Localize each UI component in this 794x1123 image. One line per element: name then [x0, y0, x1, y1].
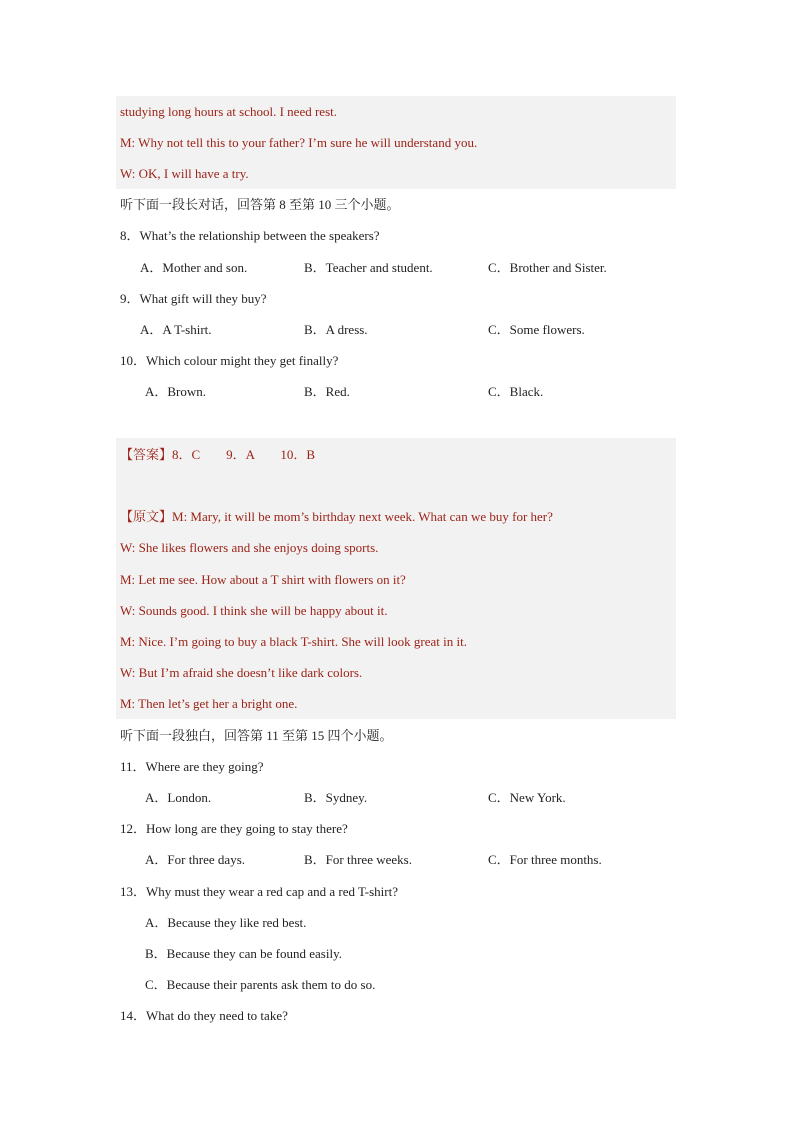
- question-8: 8．What’s the relationship between the speakers?: [120, 228, 380, 243]
- transcript-line: studying long hours at school. I need rest.: [120, 104, 337, 119]
- option-8a: A．Mother and son.: [140, 260, 248, 275]
- question-14: 14．What do they need to take?: [120, 1008, 288, 1023]
- transcript-line: W: She likes flowers and she enjoys doing sports.: [120, 540, 379, 555]
- question-11: 11．Where are they going?: [120, 759, 264, 774]
- transcript-label: 【原文】: [120, 509, 173, 524]
- answer-label: 【答案】: [120, 447, 173, 462]
- option-12b: B．For three weeks.: [304, 852, 412, 867]
- transcript-line: W: Sounds good. I think she will be happy about it.: [120, 603, 388, 618]
- option-8c: C．Brother and Sister.: [488, 260, 607, 275]
- question-12: 12．How long are they going to stay there?: [120, 821, 348, 836]
- option-13c: C．Because their parents ask them to do so.: [145, 977, 376, 992]
- answer-text: 8．C 9．A 10．B: [172, 447, 316, 462]
- option-13b: B．Because they can be found easily.: [145, 946, 342, 961]
- transcript-line: M: Then let’s get her a bright one.: [120, 696, 298, 711]
- question-9: 9．What gift will they buy?: [120, 291, 267, 306]
- option-11a: A．London.: [145, 790, 212, 805]
- transcript-line: M: Let me see. How about a T shirt with flowers on it?: [120, 572, 406, 587]
- section-instruction: 听下面一段长对话，回答第 8 至第 10 三个小题。: [120, 197, 400, 212]
- option-9a: A．A T-shirt.: [140, 322, 212, 337]
- option-9c: C．Some flowers.: [488, 322, 585, 337]
- transcript-line: M: Why not tell this to your father? I’m sure he will understand you.: [120, 135, 478, 150]
- section-instruction: 听下面一段独白，回答第 11 至第 15 四个小题。: [120, 728, 393, 743]
- option-10c: C．Black.: [488, 384, 544, 399]
- option-12a: A．For three days.: [145, 852, 246, 867]
- answer-line: [120, 445, 315, 465]
- transcript-line: W: But I’m afraid she doesn’t like dark colors.: [120, 665, 363, 680]
- question-13: 13．Why must they wear a red cap and a red T-shirt?: [120, 884, 398, 899]
- question-10: 10．Which colour might they get finally?: [120, 353, 339, 368]
- option-8b: B．Teacher and student.: [304, 260, 433, 275]
- option-9b: B．A dress.: [304, 322, 368, 337]
- option-12c: C．For three months.: [488, 852, 602, 867]
- option-10a: A．Brown.: [145, 384, 207, 399]
- transcript-line: W: OK, I will have a try.: [120, 166, 249, 181]
- transcript-line: M: Nice. I’m going to buy a black T-shirt. She will look great in it.: [120, 634, 467, 649]
- option-13a: A．Because they like red best.: [145, 915, 307, 930]
- transcript-text: M: Mary, it will be mom’s birthday next week. What can we buy for her?: [172, 509, 553, 524]
- option-10b: B．Red.: [304, 384, 350, 399]
- option-11b: B．Sydney.: [304, 790, 368, 805]
- transcript-line: [120, 507, 553, 527]
- option-11c: C．New York.: [488, 790, 566, 805]
